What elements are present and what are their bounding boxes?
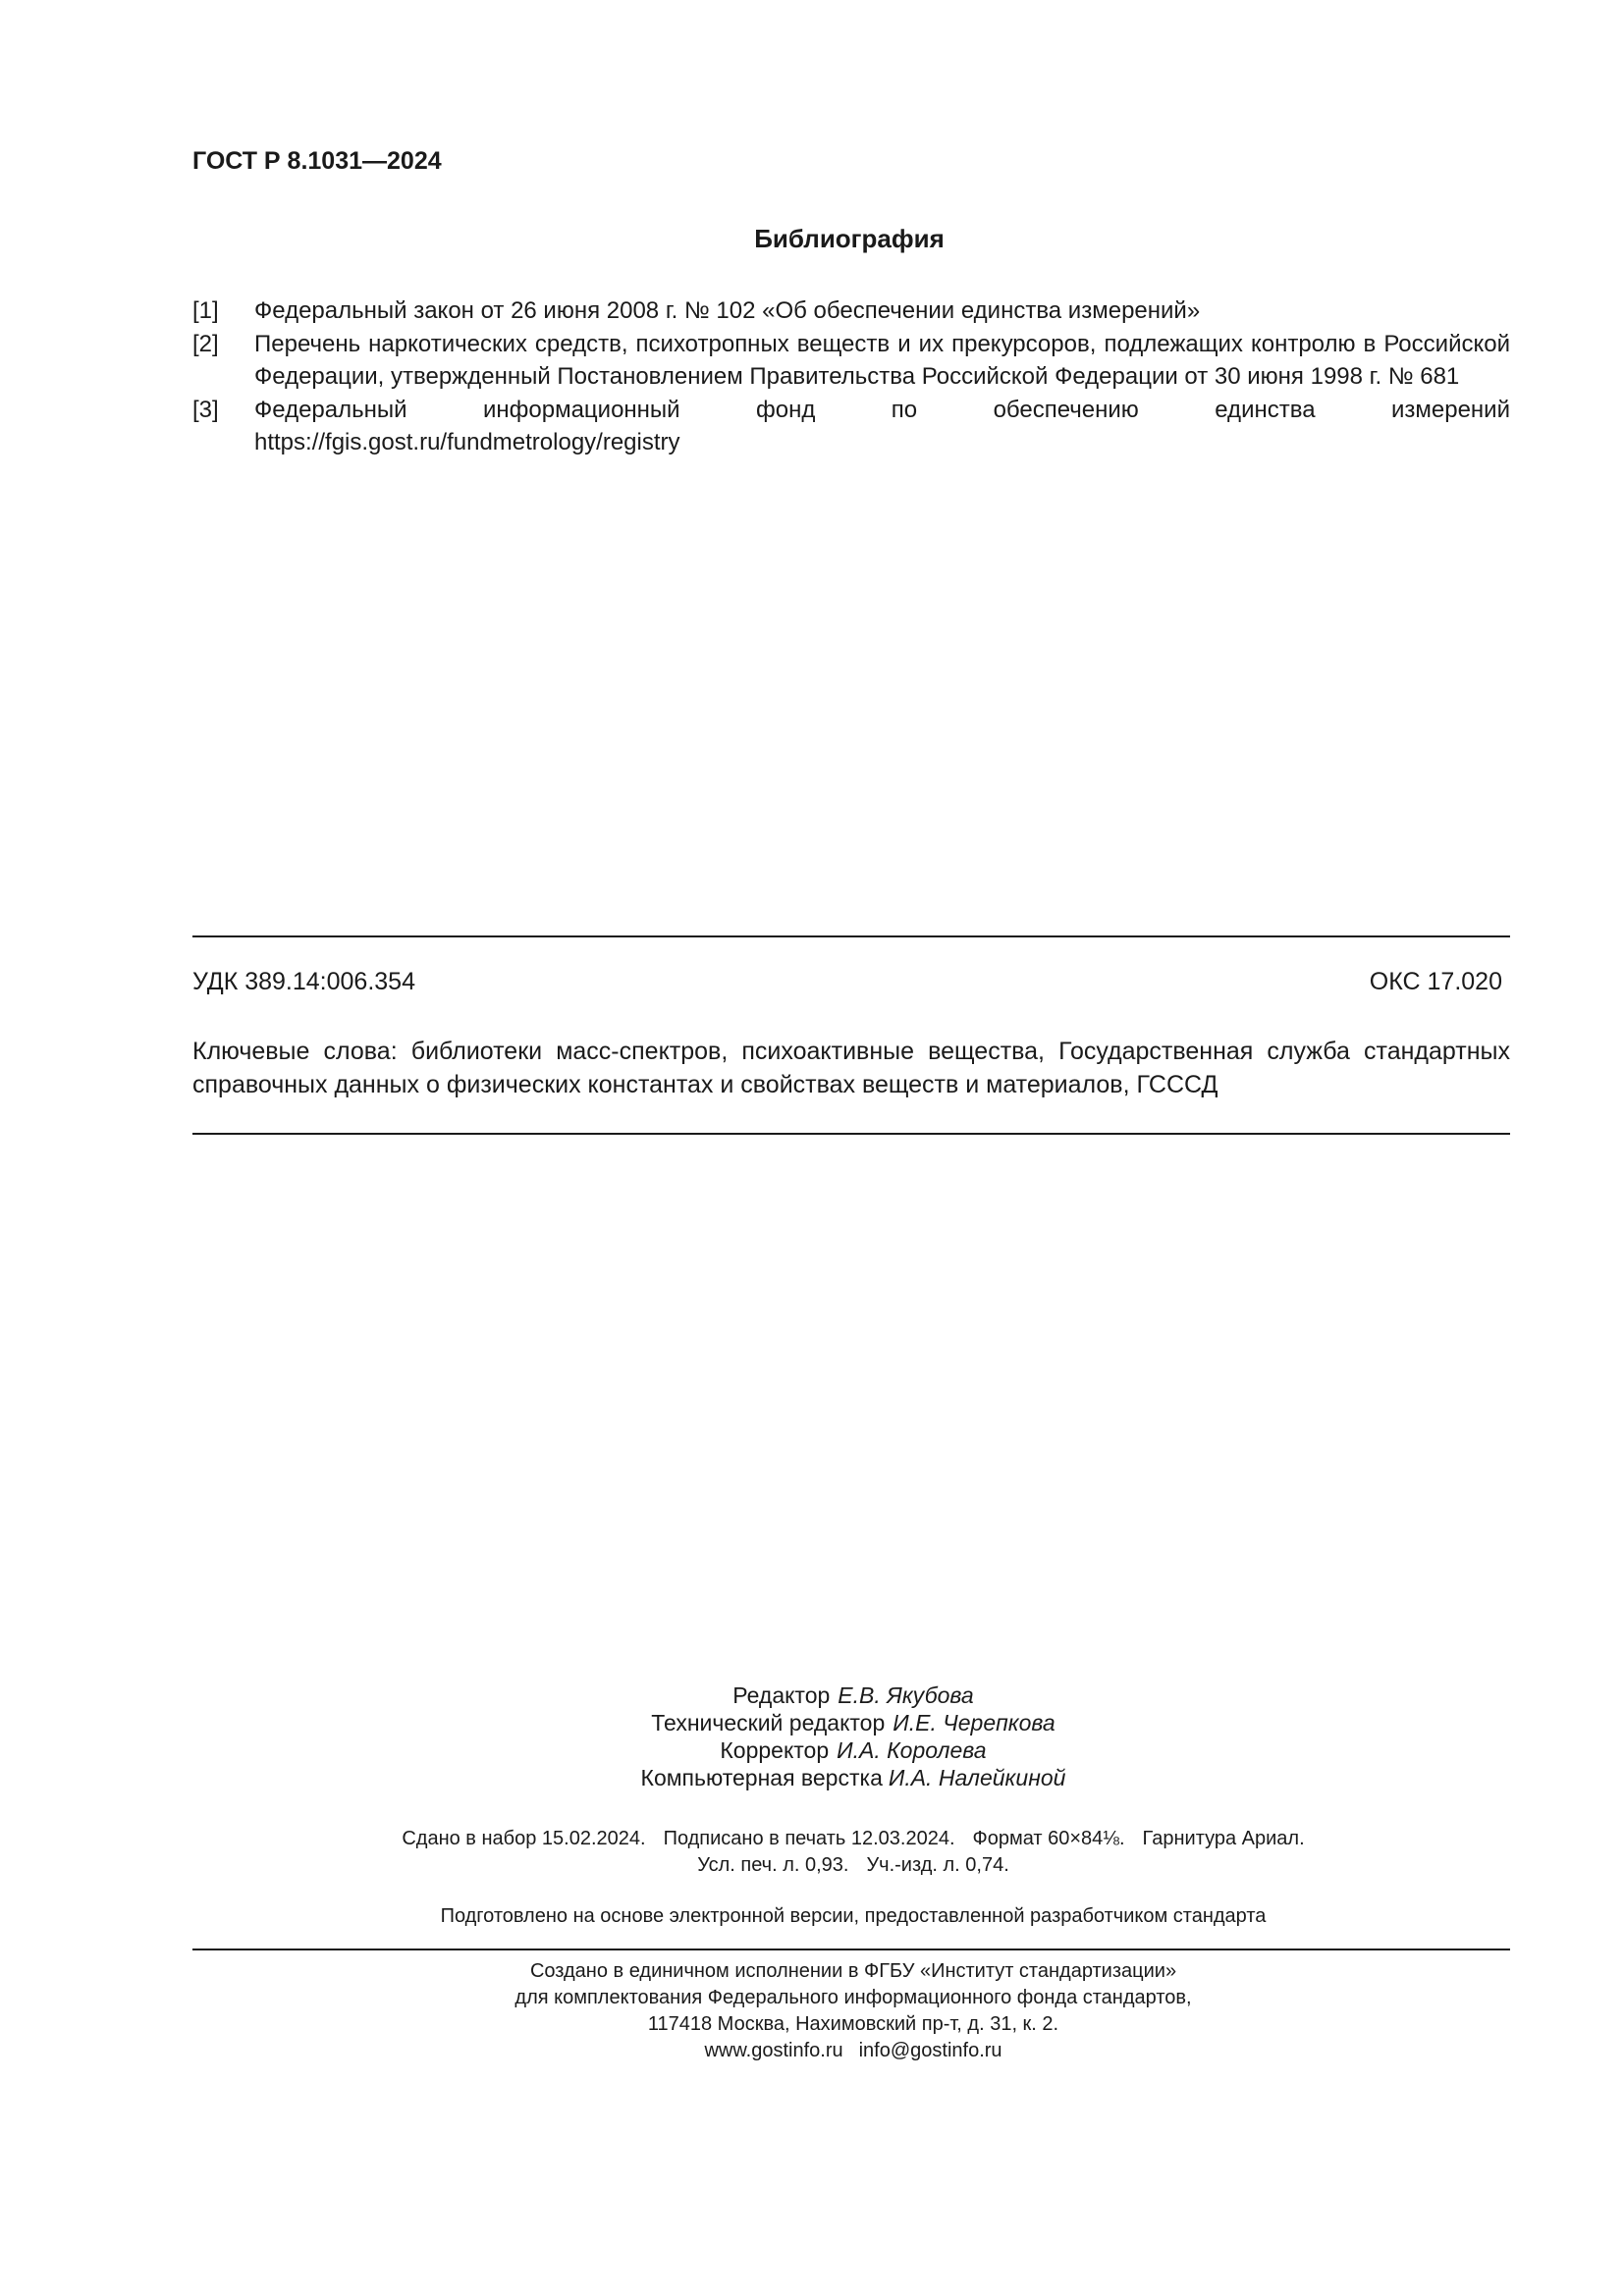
paper-format: Формат 60×84⅛. [972,1828,1125,1849]
credit-role: Редактор [732,1682,831,1708]
bibliography-title: Библиография [754,224,945,253]
prepared-note: Подготовлено на основе электронной версии, предоставленной разработчиком стандарта [440,1905,1267,1927]
bibliography-entry [192,328,1510,393]
credit-person: И.А. Королева [837,1737,987,1763]
document-code: ГОСТ Р 8.1031—2024 [192,147,442,175]
submitted-date: Сдано в набор 15.02.2024. [402,1828,646,1849]
bibliography-entry-number: [1] [192,297,219,324]
credit-role: Корректор [720,1737,830,1763]
print-info-line-1 [0,1826,1624,1852]
top-divider [192,935,1510,937]
publisher-line-2: для комплектования Федерального информационного фонда стандартов, [514,1987,1192,2008]
email-link[interactable]: info@gostinfo.ru [858,2040,1002,2061]
publisher-address: 117418 Москва, Нахимовский пр-т, д. 31, к. 2. [647,2013,1059,2035]
credit-technical-editor [0,1709,1624,1736]
publisher-sheets: Уч.-изд. л. 0,74. [866,1854,1009,1876]
bottom-divider [192,1133,1510,1135]
bibliography-entry [192,294,1510,327]
keywords: Ключевые слова: библиотеки масс-спектров, психоактивные вещества, Государственная служба стандартных справочных данных о физических константах и свойствах веществ и материалов, ГСССД [192,1038,1510,1098]
oks-code: ОКС 17.020 [1369,968,1502,995]
publisher-line-1: Создано в единичном исполнении в ФГБУ «Институт стандартизации» [529,1960,1177,1982]
credit-layout [0,1764,1624,1791]
editorial-credits [0,1682,1624,1791]
print-info [0,1826,1624,1879]
bibliography-entry-text: Федеральный закон от 26 июня 2008 г. № 102 «Об обеспечении единства измерений» [254,297,1201,324]
publisher-divider [192,1949,1510,1950]
typeface: Гарнитура Ариал. [1142,1828,1305,1849]
credit-role: Технический редактор [651,1710,886,1735]
credit-person: И.Е. Черепкова [893,1710,1056,1735]
website-link[interactable]: www.gostinfo.ru [704,2040,843,2061]
credit-editor [0,1682,1624,1709]
signed-date: Подписано в печать 12.03.2024. [663,1828,955,1849]
bibliography-entry-number: [2] [192,331,219,357]
bibliography-entry-text: Федеральный информационный фонд по обеспечению единства измерений https://fgis.gost.ru/fundmetrology/registry [254,397,1510,455]
printed-sheets: Усл. печ. л. 0,93. [697,1854,849,1876]
bibliography-entry-number: [3] [192,397,219,423]
print-info-line-2 [0,1852,1624,1879]
credit-proofreader [0,1736,1624,1764]
bibliography-entry [192,394,1510,458]
credit-person: Е.В. Якубова [838,1682,974,1708]
credit-role: Компьютерная верстка [640,1765,883,1790]
publisher-info [0,1958,1624,2064]
bibliography-list [192,294,1510,459]
bibliography-entry-text: Перечень наркотических средств, психотропных веществ и их прекурсоров, подлежащих контролю в Российской Федерации, утвержденный Постановлением Правительства Российской Федерации от 30 июня 1998 г. № 681 [254,331,1510,390]
credit-person: И.А. Налейкиной [888,1765,1066,1790]
publisher-contacts [0,2038,1624,2064]
udk-code: УДК 389.14:006.354 [192,968,415,995]
